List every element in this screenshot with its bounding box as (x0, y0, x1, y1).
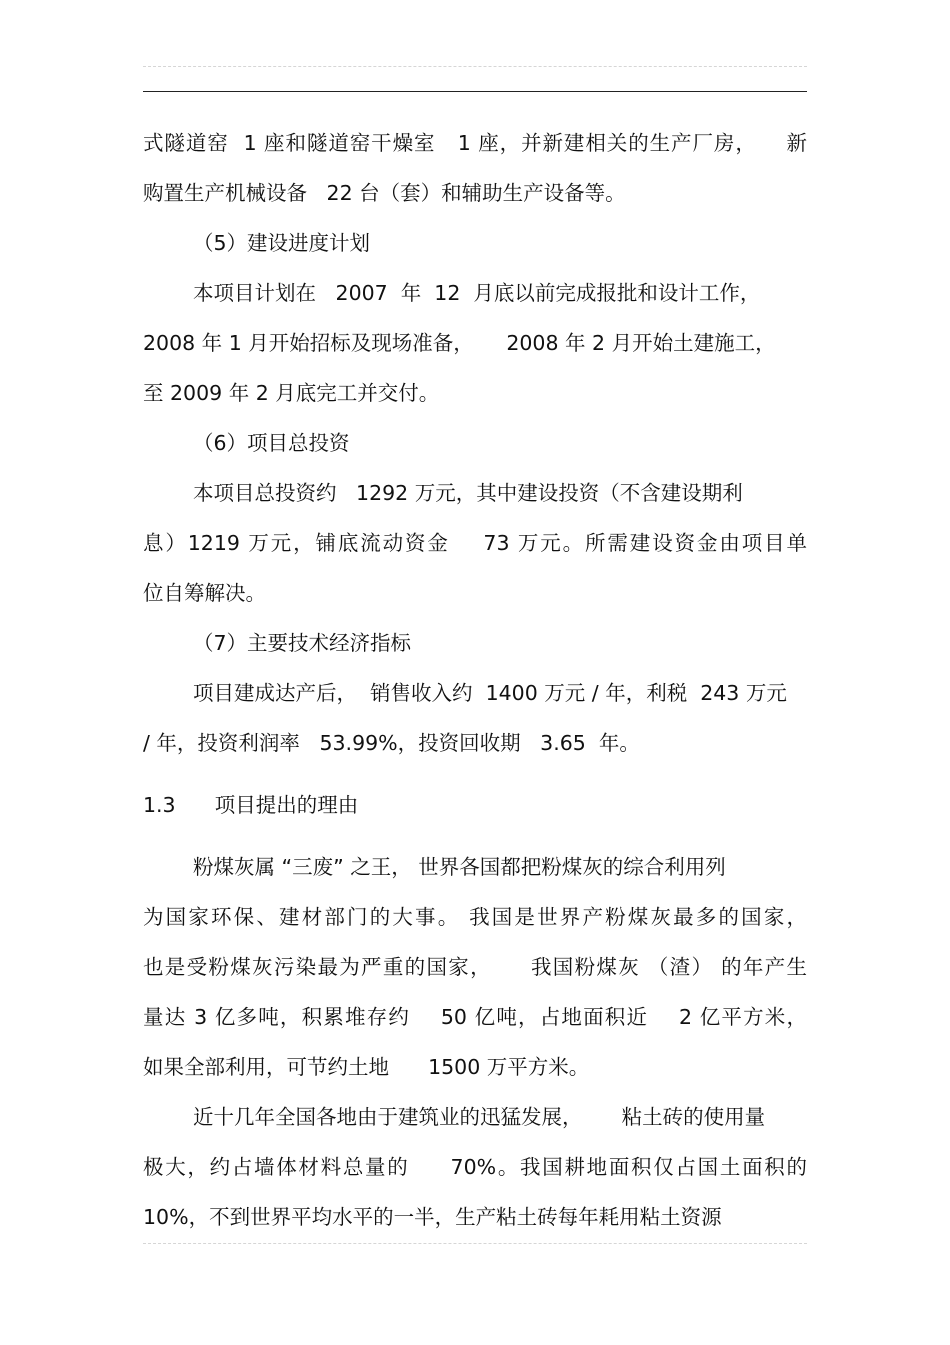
section-heading-1-3: 1.3 项目提出的理由 (143, 793, 359, 817)
header-solid-rule (143, 91, 807, 92)
text-line-4: 本项目计划在 2007 年 12 月底以前完成报批和设计工作， (193, 281, 761, 305)
text-line-20: 近十几年全国各地由于建筑业的迅猛发展， 粘土砖的使用量 (193, 1105, 766, 1129)
section-heading-7: （7）主要技术经济指标 (193, 631, 412, 655)
header-dotted-rule (143, 66, 807, 67)
text-line-13: / 年，投资利润率 53.99%，投资回收期 3.65 年。 (143, 731, 640, 755)
text-line-1: 式隧道窑 1 座和隧道窑干燥室 1 座，并新建相关的生产厂房， 新 (143, 131, 807, 155)
section-heading-6: （6）项目总投资 (193, 431, 350, 455)
text-line-8: 本项目总投资约 1292 万元，其中建设投资（不含建设期利 (193, 481, 743, 505)
text-line-6: 至 2009 年 2 月底完工并交付。 (143, 381, 440, 405)
text-line-5: 2008 年 1 月开始招标及现场准备， 2008 年 2 月开始土建施工， (143, 331, 776, 355)
text-line-18: 量达 3 亿多吨，积累堆存约 50 亿吨，占地面积近 2 亿平方米， (143, 1005, 807, 1029)
text-line-21: 极大，约占墙体材料总量的 70%。我国耕地面积仅占国土面积的 (143, 1155, 807, 1179)
footer-dotted-rule (143, 1243, 807, 1244)
text-line-12: 项目建成达产后， 销售收入约 1400 万元 / 年，利税 243 万元 (193, 681, 787, 705)
text-line-22: 10%，不到世界平均水平的一半，生产粘土砖每年耗用粘土资源 (143, 1205, 722, 1229)
text-line-2: 购置生产机械设备 22 台（套）和辅助生产设备等。 (143, 181, 626, 205)
text-line-19: 如果全部利用，可节约土地 1500 万平方米。 (143, 1055, 590, 1079)
text-line-15: 粉煤灰属 “三废” 之王， 世界各国都把粉煤灰的综合利用列 (193, 855, 726, 879)
text-line-9: 息）1219 万元，铺底流动资金 73 万元。所需建设资金由项目单 (143, 531, 807, 555)
text-line-10: 位自筹解决。 (143, 581, 266, 605)
text-line-16: 为国家环保、建材部门的大事。 我国是世界产粉煤灰最多的国家， (143, 905, 807, 929)
text-line-17: 也是受粉煤灰污染最为严重的国家， 我国粉煤灰 （渣） 的年产生 (143, 955, 807, 979)
section-heading-5: （5）建设进度计划 (193, 231, 371, 255)
